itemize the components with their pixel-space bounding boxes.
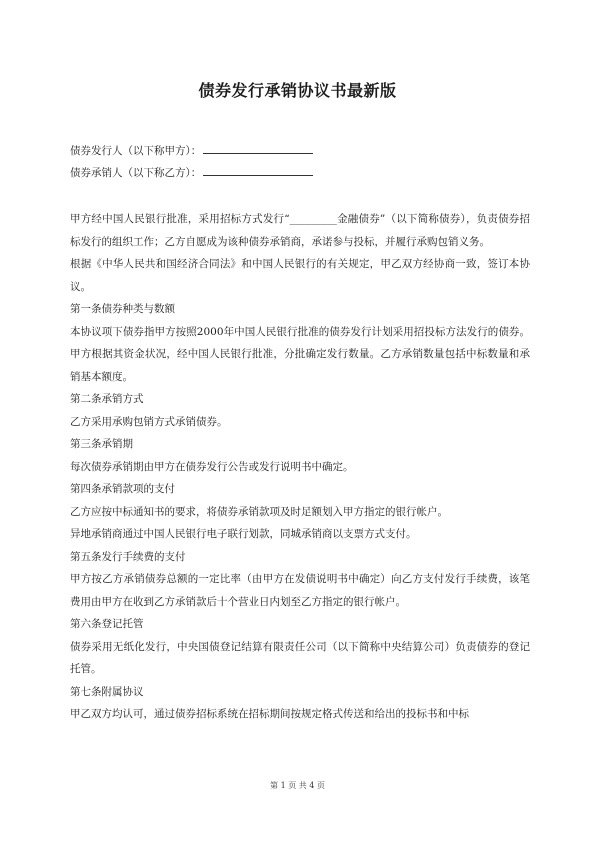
- underwriter-line: [70, 165, 313, 180]
- article-1-text: 本协议项下债券指甲方按照2000年中国人民银行批准的债券发行计划采用招投标方法发行的债券。甲方根据其资金状况，经中国人民银行批准，分批确定发行数量。乙方承销数量包括中标数量和承销基本额度。: [70, 325, 530, 383]
- article-1-heading: 第一条债券种类与数额: [70, 303, 175, 315]
- document-body: [70, 208, 530, 726]
- article-4-heading: 第四条承销款项的支付: [70, 483, 175, 495]
- document-title: 债券发行承销协议书最新版: [198, 81, 397, 100]
- article-6-text: 债券采用无纸化发行，中央国债登记结算有限责任公司（以下简称中央结算公司）负责债券的登记托管。: [70, 640, 530, 675]
- article-7-text: 甲乙双方均认可，通过债券招标系统在招标期间按规定格式传送和给出的投标书和中标: [70, 708, 469, 720]
- article-4-text-2: 异地承销商通过中国人民银行电子联行划款，同城承销商以支票方式支付。: [70, 528, 417, 540]
- basis-paragraph: 根据《中华人民共和国经济合同法》和中国人民银行的有关规定，甲乙双方经协商一致，签订本协议。: [70, 258, 530, 293]
- article-2-text: 乙方采用承购包销方式承销债券。: [70, 415, 228, 428]
- issuer-blank: [203, 143, 313, 154]
- intro-paragraph: 甲方经中国人民银行批准，采用招标方式发行“_________金融债券”（以下简称债券），负责债券招标发行的组织工作；乙方自愿成为该种债券承销商，承诺参与投标，并履行承购包销义务。: [70, 213, 530, 248]
- article-4-text: 乙方应按中标通知书的要求，将债券承销款项及时足额划入甲方指定的银行帐户。: [70, 505, 448, 518]
- article-5-text: 甲方按乙方承销债券总额的一定比率（由甲方在发债说明书中确定）向乙方支付发行手续费，该笔费用由甲方在收到乙方承销款后十个营业日内划至乙方指定的银行帐户。: [70, 573, 530, 608]
- article-2-heading: 第二条承销方式: [70, 393, 144, 405]
- issuer-label: 债券发行人（以下称甲方）：: [70, 145, 202, 157]
- underwriter-label: 债券承销人（以下称乙方）：: [70, 167, 202, 179]
- article-3-text: 每次债券承销期由甲方在债券发行公告或发行说明书中确定。: [70, 460, 354, 473]
- article-5-heading: 第五条发行手续费的支付: [70, 550, 186, 563]
- article-6-heading: 第六条登记托管: [70, 618, 144, 630]
- article-3-heading: 第三条承销期: [70, 438, 133, 450]
- issuer-line: [70, 143, 313, 158]
- underwriter-blank: [203, 165, 313, 176]
- page-footer: 第 1 页 共 4 页: [270, 781, 325, 790]
- article-7-heading: 第七条附属协议: [70, 685, 144, 698]
